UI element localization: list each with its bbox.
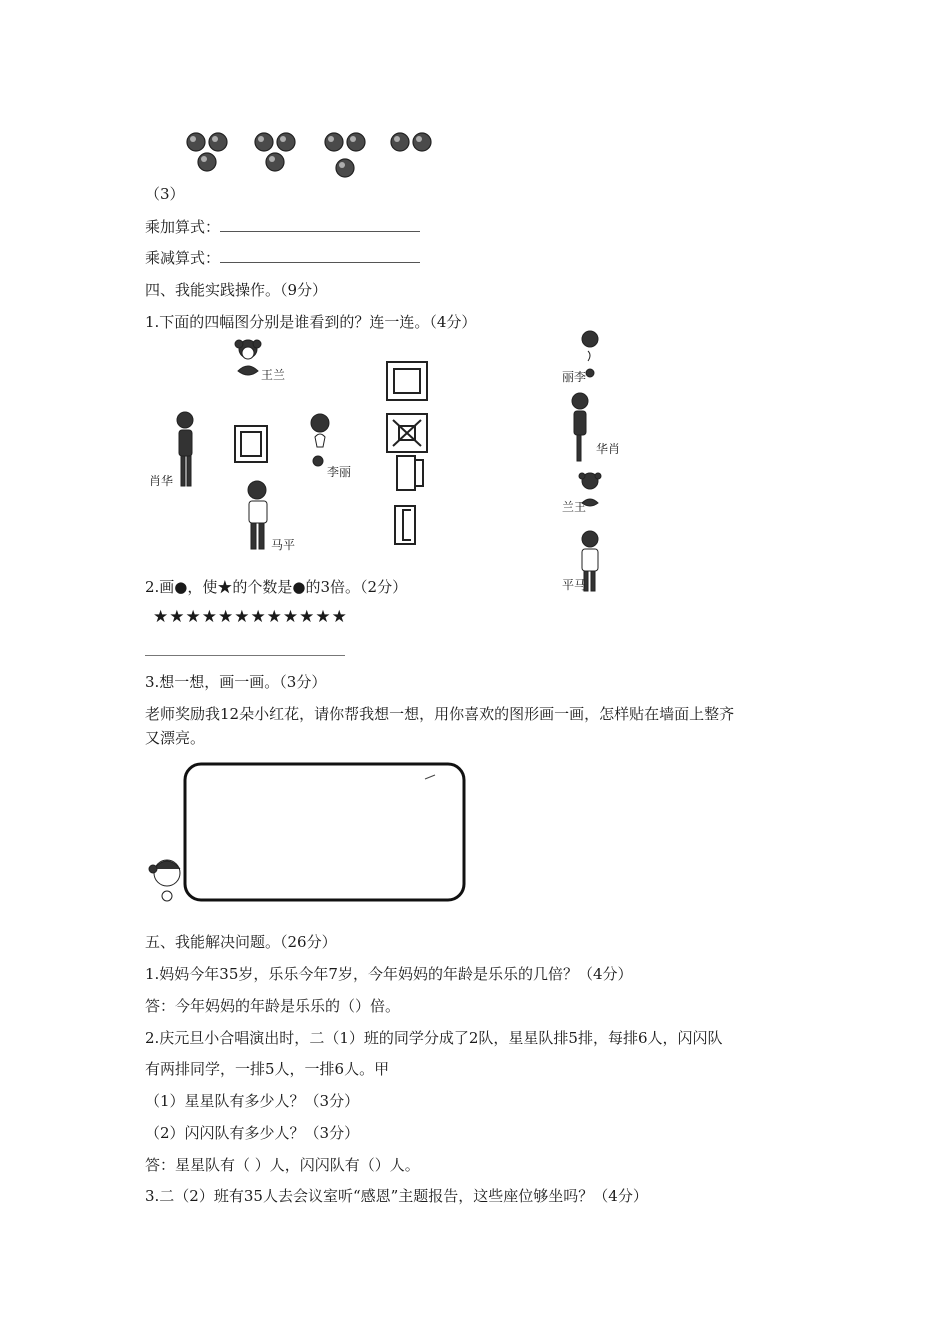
tv-view-side-right-icon xyxy=(397,456,423,490)
multiply-sub-blank[interactable] xyxy=(220,248,420,263)
name-wanglan: 王兰 xyxy=(261,368,286,382)
rotated-name-3: 兰王 xyxy=(562,500,587,514)
apples-figure xyxy=(180,122,440,184)
multiply-add-row xyxy=(145,217,420,237)
girl-lili-figure xyxy=(311,414,329,466)
section5-q2-text-1: 2.庆元旦小合唱演出时，二（1）班的同学分成了2队，星星队排5排，每排6人，闪闪队 xyxy=(145,1029,723,1047)
tv-view-side-left-icon xyxy=(395,506,415,544)
section5-title: 五、我能解决问题。（26分） xyxy=(145,933,337,951)
section5-q2-sub2: （2）闪闪队有多少人？（3分） xyxy=(145,1124,360,1142)
section5-q2-answer: 答：星星队有（ ）人，闪闪队有（）人。 xyxy=(145,1156,420,1174)
child-xiaohua-rotated-figure xyxy=(572,393,588,461)
section5-q3-text: 3.二（2）班有35人去会议室听“感恩”主题报告，这些座位够坐吗？（4分） xyxy=(145,1187,648,1205)
section4-q3-desc-2: 又漂亮。 xyxy=(145,729,206,747)
tv-views-column xyxy=(383,360,443,555)
name-xiaohua: 肖华 xyxy=(149,474,174,488)
boy-xiaohua-figure xyxy=(177,412,193,486)
wall-frame-figure xyxy=(145,755,480,920)
section4-q3-desc-1: 老师奖励我12朵小红花，请你帮我想一想，用你喜欢的图形画一画，怎样贴在墙面上整齐 xyxy=(145,705,735,723)
q3-index: （3） xyxy=(145,185,185,203)
multiply-sub-row xyxy=(145,248,420,268)
section5-q2-text-2: 有两排同学，一排5人，一排6人。甲 xyxy=(145,1060,390,1078)
boy-maping-figure xyxy=(248,481,267,549)
tv-view-back-icon xyxy=(387,414,427,452)
wall-drawing-area[interactable] xyxy=(185,764,464,900)
star-row: ★★★★★★★★★★★★ xyxy=(153,607,348,627)
tv-view-front-icon xyxy=(387,362,427,400)
rotated-name-1: 丽李 xyxy=(562,370,587,384)
multiply-add-label: 乘加算式： xyxy=(145,218,221,236)
girl-wanglan-figure xyxy=(235,340,261,375)
name-maping: 马平 xyxy=(271,538,296,552)
section4-q3-text: 3.想一想，画一画。（3分） xyxy=(145,673,327,691)
rotated-name-2: 华肖 xyxy=(596,442,621,456)
children-column xyxy=(560,325,630,597)
section5-q1-text: 1.妈妈今年35岁，乐乐今年7岁，今年妈妈的年龄是乐乐的几倍？（4分） xyxy=(145,965,633,983)
multiply-sub-label: 乘减算式： xyxy=(145,249,221,267)
rotated-name-4: 平马 xyxy=(562,578,587,592)
section5-q1-answer: 答：今年妈妈的年龄是乐乐的（）倍。 xyxy=(145,997,401,1015)
multiply-add-blank[interactable] xyxy=(220,217,420,232)
section4-q1-text: 1.下面的四幅图分别是谁看到的？连一连。（4分） xyxy=(145,313,477,331)
tv-center-icon xyxy=(235,426,267,462)
draw-circles-line[interactable] xyxy=(145,655,345,656)
section4-title: 四、我能实践操作。（9分） xyxy=(145,281,328,299)
section5-q2-sub1: （1）星星队有多少人？（3分） xyxy=(145,1092,360,1110)
name-lili: 李丽 xyxy=(327,465,352,479)
girl-corner-figure xyxy=(149,860,180,901)
section4-q2-text: 2.画●，使★的个数是●的3倍。（2分） xyxy=(145,578,408,596)
